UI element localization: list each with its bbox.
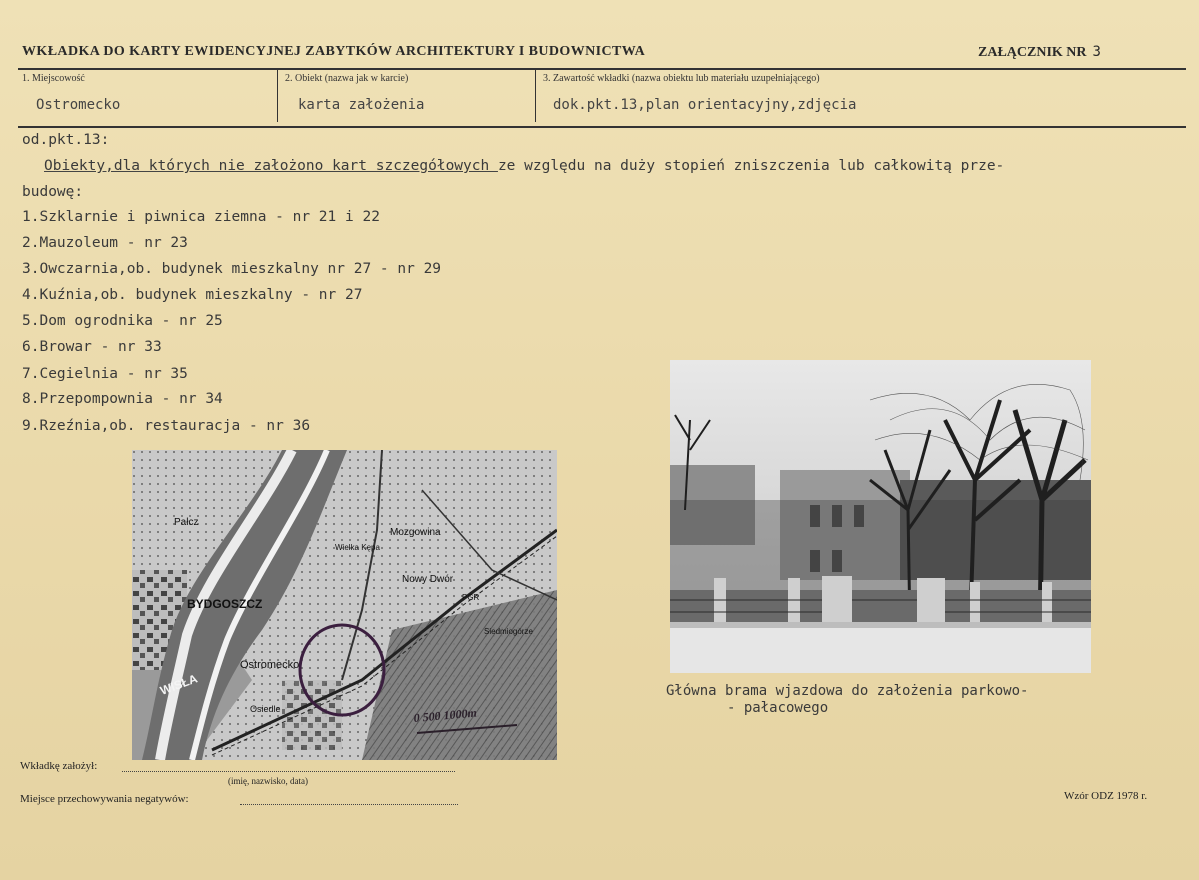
field-3-value: dok.pkt.13,plan orientacyjny,zdjęcia [553,97,857,113]
map-scale: 0 500 1000m [413,705,478,725]
created-by-line [122,771,455,772]
map-label: Nowy Dwór [402,574,454,585]
attachment-label: ZAŁĄCZNIK NR [978,45,1087,60]
map-label: Osiedle [250,704,281,714]
orientation-map-photo [132,450,557,760]
section-heading: od.pkt.13: [22,132,110,148]
list-item: 7.Cegielnia - nr 35 [22,366,188,382]
intro-line-2: budowę: [22,184,84,200]
list-item: 3.Owczarnia,ob. budynek mieszkalny nr 27 - nr 29 [22,261,442,277]
negatives-line [240,804,458,805]
document-title: WKŁADKA DO KARTY EWIDENCYJNEJ ZABYTKÓW ARCHITEKTURY I BUDOWNICTWA [22,44,646,59]
gate-photo-graphic [670,360,1091,673]
map-label: WISŁA [158,671,200,698]
field-2-label: 2. Obiekt (nazwa jak w karcie) [285,73,409,84]
intro-line-1 [44,158,1004,174]
list-item: 2.Mauzoleum - nr 23 [22,235,188,251]
field-1-value: Ostromecko [36,97,121,113]
field-1-label: 1. Miejscowość [22,73,85,84]
field-divider-2 [535,70,536,122]
intro-underlined: Obiekty,dla których nie założono kart szczegółowych [44,158,498,174]
list-item: 6.Browar - nr 33 [22,339,162,355]
map-label: Wielka Kępa [335,543,380,552]
gate-photo [670,360,1091,673]
list-item: 5.Dom ogrodnika - nr 25 [22,313,223,329]
list-item: 8.Przepompownia - nr 34 [22,391,223,407]
header-rule [18,68,1186,70]
intro-rest: ze względu na duży stopień zniszczenia lub całkowitą prze- [497,158,1005,174]
map-label: Mozgowina [390,527,441,538]
map-graphic [132,450,557,760]
map-label: Ostromecko [240,659,300,671]
form-model: Wzór ODZ 1978 r. [1064,790,1148,802]
attachment-number [978,44,1101,61]
fields-rule [18,126,1186,128]
created-by-label: Wkładkę założył: [20,760,98,772]
negatives-label: Miejsce przechowywania negatywów: [20,793,189,805]
list-item: 9.Rzeźnia,ob. restauracja - nr 36 [22,418,311,434]
field-3-label: 3. Zawartość wkładki (nazwa obiektu lub materiału uzupełniającego) [543,73,820,84]
photo-caption-line-2: - pałacowego [727,700,829,716]
field-2-value: karta założenia [298,97,425,113]
created-by-hint: (imię, nazwisko, data) [228,776,308,786]
list-item: 1.Szklarnie i piwnica ziemna - nr 21 i 22 [22,209,380,225]
field-divider-1 [277,70,278,122]
map-label: Pałcz [174,517,199,528]
attachment-value: 3 [1092,44,1101,60]
map-label: BYDGOSZCZ [187,597,263,611]
map-label: PGR [462,593,480,602]
list-item: 4.Kuźnia,ob. budynek mieszkalny - nr 27 [22,287,363,303]
photo-caption-line-1: Główna brama wjazdowa do założenia parkowo- [666,683,1029,699]
map-label: Siedmiogórze [484,627,533,636]
